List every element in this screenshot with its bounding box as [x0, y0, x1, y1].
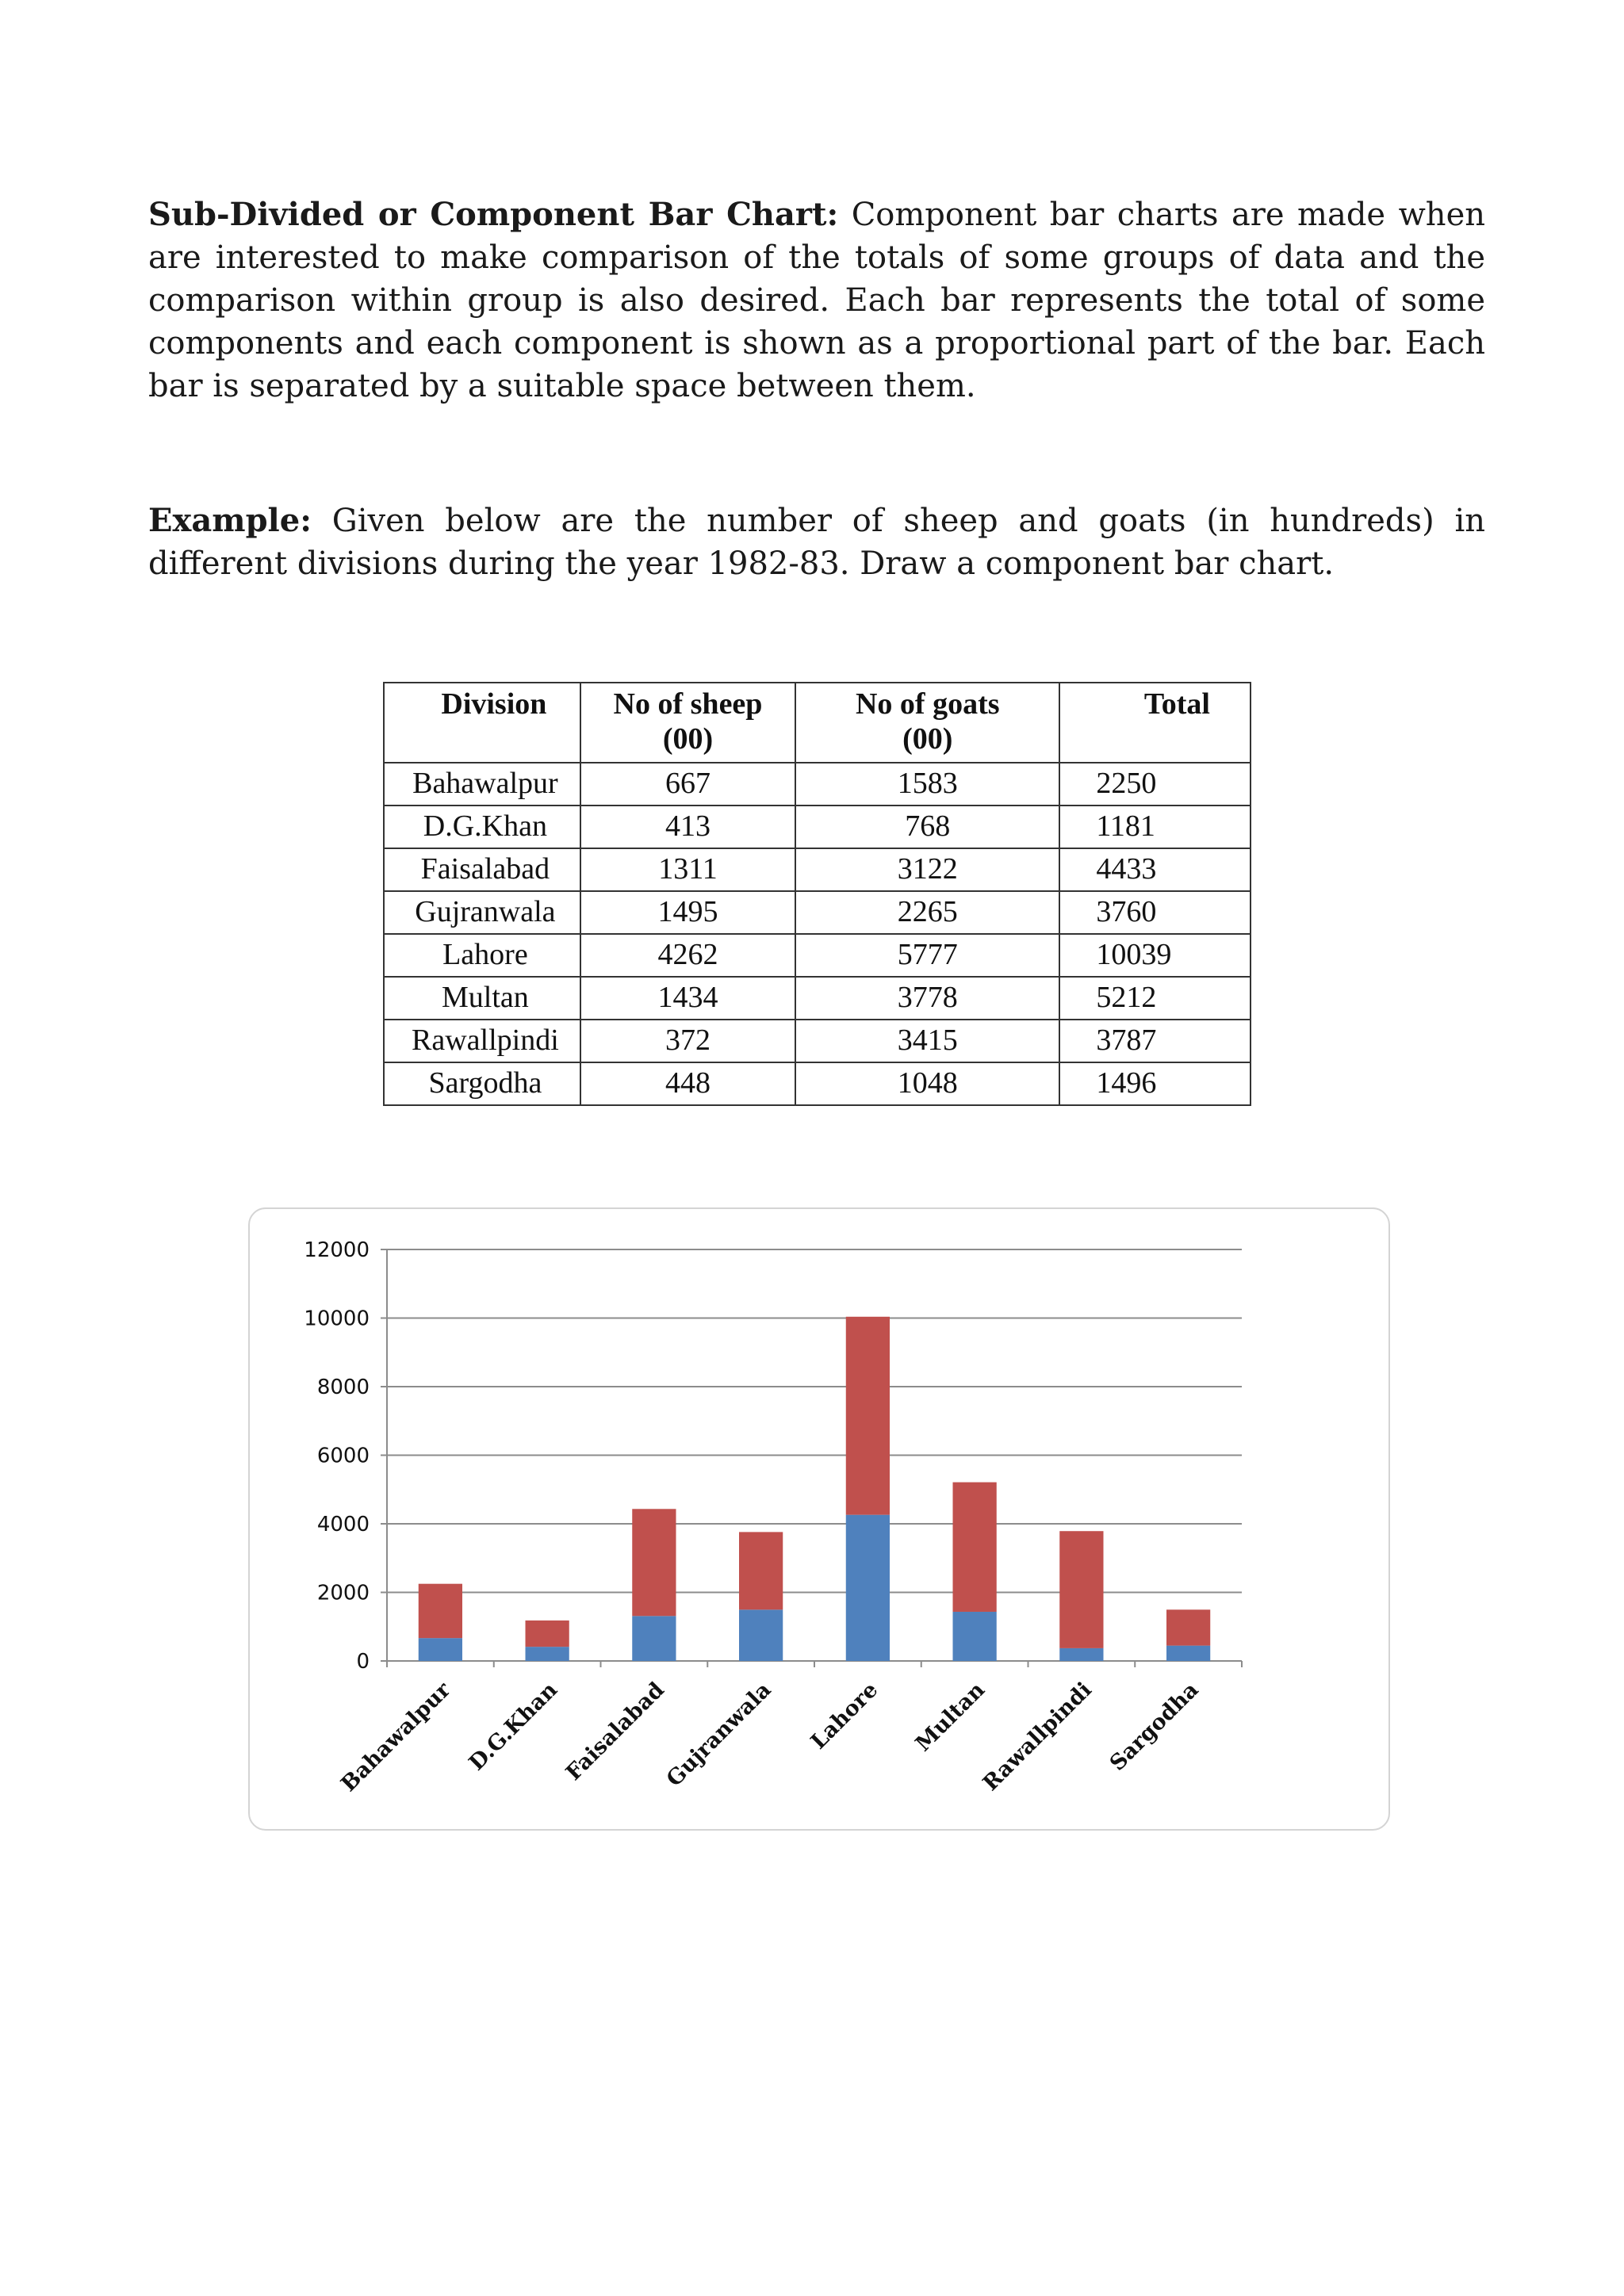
table-row	[384, 1020, 1251, 1062]
y-tick-label: 10000	[304, 1307, 370, 1331]
x-tick-label: Bahawalpur	[336, 1678, 456, 1797]
cell-total: 10039	[1059, 934, 1251, 977]
cell-sheep: 4262	[580, 934, 795, 977]
cell-goats: 1048	[795, 1062, 1059, 1105]
bar-goats	[632, 1509, 676, 1616]
example-heading: Example:	[148, 502, 312, 539]
bar-sheep	[846, 1515, 890, 1661]
bar-goats	[739, 1532, 783, 1609]
cell-total: 1496	[1059, 1062, 1251, 1105]
bar-sheep	[632, 1616, 676, 1661]
cell-total: 4433	[1059, 848, 1251, 891]
x-tick-label: Gujranwala	[661, 1678, 776, 1792]
cell-total: 3787	[1059, 1020, 1251, 1062]
x-tick-label: Rawallpindi	[978, 1678, 1097, 1797]
cell-goats: 768	[795, 806, 1059, 848]
cell-sheep: 1434	[580, 977, 795, 1020]
cell-goats: 1583	[795, 763, 1059, 806]
definition-heading: Sub-Divided or Component Bar Chart:	[148, 196, 839, 233]
cell-goats: 5777	[795, 934, 1059, 977]
cell-total: 3760	[1059, 891, 1251, 934]
bar-sheep	[739, 1609, 783, 1661]
x-tick-label: Sargodha	[1105, 1678, 1204, 1776]
y-tick-label: 8000	[316, 1376, 370, 1399]
bar-sheep	[419, 1638, 462, 1661]
header-division	[384, 683, 580, 763]
bar-sheep	[953, 1612, 997, 1661]
header-goats-line2: (00)	[902, 722, 953, 756]
y-tick-label: 12000	[304, 1238, 370, 1262]
bar-goats	[1166, 1609, 1210, 1645]
bar-goats	[419, 1584, 462, 1638]
header-sheep-line2: (00)	[662, 722, 714, 756]
bar-goats	[526, 1621, 569, 1647]
cell-goats: 2265	[795, 891, 1059, 934]
table-header-row	[384, 683, 1251, 763]
x-tick-label: D.G.Khan	[464, 1678, 563, 1776]
bar-goats	[953, 1483, 997, 1612]
x-tick-label: Faisalabad	[561, 1678, 669, 1785]
header-total-label: Total	[1143, 687, 1210, 721]
definition-paragraph	[148, 193, 1485, 408]
header-division-label: Division	[441, 687, 547, 721]
header-sheep	[580, 683, 795, 763]
chart-container	[248, 1207, 1390, 1831]
table-row	[384, 891, 1251, 934]
bar-goats	[846, 1317, 890, 1515]
cell-sheep: 413	[580, 806, 795, 848]
cell-goats: 3122	[795, 848, 1059, 891]
cell-division: Lahore	[384, 934, 580, 977]
table-row	[384, 806, 1251, 848]
definition-body: Component bar charts are made when are interested to make comparison of the totals of some groups of data and the comparison within group is also desired. Each bar represents the total of some components and each component is shown as a proportional part of the bar. Each bar is separated by a suitable space between them.	[148, 197, 1486, 404]
table-row	[384, 934, 1251, 977]
y-tick-label: 2000	[316, 1581, 370, 1605]
cell-division: Bahawalpur	[384, 763, 580, 806]
table-row	[384, 1062, 1251, 1105]
cell-division: Gujranwala	[384, 891, 580, 934]
y-tick-label: 6000	[316, 1444, 370, 1468]
y-tick-label: 4000	[316, 1513, 370, 1536]
table-row	[384, 848, 1251, 891]
x-tick-label: Lahore	[806, 1678, 883, 1755]
cell-sheep: 1311	[580, 848, 795, 891]
data-table	[383, 682, 1251, 1106]
bar-sheep	[526, 1647, 569, 1661]
cell-sheep: 667	[580, 763, 795, 806]
bar-goats	[1059, 1531, 1103, 1648]
cell-goats: 3415	[795, 1020, 1059, 1062]
header-goats-line1: No of goats	[855, 687, 1000, 721]
cell-sheep: 448	[580, 1062, 795, 1105]
cell-division: Rawallpindi	[384, 1020, 580, 1062]
cell-division: Faisalabad	[384, 848, 580, 891]
table-row	[384, 763, 1251, 806]
example-body: Given below are the number of sheep and goats (in hundreds) in different divisions during the year 1982-83. Draw a component bar chart.	[148, 503, 1485, 582]
component-bar-chart	[248, 1207, 1390, 1831]
y-tick-label: 0	[356, 1650, 370, 1674]
cell-goats: 3778	[795, 977, 1059, 1020]
header-goats	[795, 683, 1059, 763]
table-row	[384, 977, 1251, 1020]
header-sheep-line1: No of sheep	[613, 687, 763, 721]
cell-total: 5212	[1059, 977, 1251, 1020]
cell-total: 2250	[1059, 763, 1251, 806]
cell-division: Sargodha	[384, 1062, 580, 1105]
bar-sheep	[1059, 1648, 1103, 1661]
cell-sheep: 1495	[580, 891, 795, 934]
x-tick-label: Multan	[910, 1678, 990, 1757]
example-paragraph	[148, 499, 1485, 585]
cell-division: D.G.Khan	[384, 806, 580, 848]
bar-sheep	[1166, 1646, 1210, 1661]
cell-sheep: 372	[580, 1020, 795, 1062]
cell-total: 1181	[1059, 806, 1251, 848]
header-total	[1059, 683, 1251, 763]
cell-division: Multan	[384, 977, 580, 1020]
